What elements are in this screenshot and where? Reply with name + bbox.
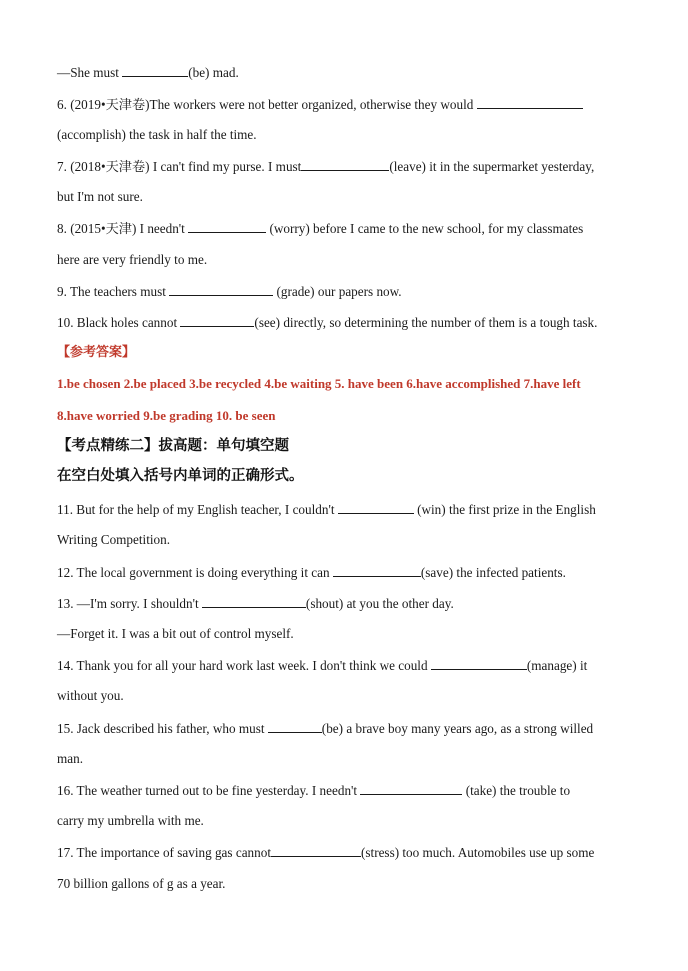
answer-blank[interactable]	[180, 313, 254, 327]
question-15-cont: man.	[57, 751, 84, 766]
question-7-cont: but I'm not sure.	[57, 189, 143, 204]
question-7: 7. (2018•天津卷) I can't find my purse. I must (leave) it in the supermarket yesterday,	[57, 159, 595, 174]
question-10: 10. Black holes cannot (see) directly, so determining the number of them is a tough task.	[57, 315, 598, 330]
question-16-cont: carry my umbrella with me.	[57, 813, 204, 828]
answer-blank[interactable]	[431, 656, 527, 670]
question-13-cont: —Forget it. I was a bit out of control myself.	[57, 626, 294, 641]
answer-blank[interactable]	[188, 219, 266, 233]
answer-key-label: 【参考答案】	[57, 345, 136, 360]
answer-blank[interactable]	[268, 719, 322, 733]
answer-blank[interactable]	[271, 843, 361, 857]
answer-blank[interactable]	[301, 157, 389, 171]
answer-blank[interactable]	[202, 594, 306, 608]
question-17-cont: 70 billion gallons of g as a year.	[57, 876, 226, 891]
question-11-cont: Writing Competition.	[57, 532, 171, 547]
answer-blank[interactable]	[477, 95, 583, 109]
question-13: 13. —I'm sorry. I shouldn't (shout) at you the other day.	[57, 596, 454, 611]
answer-key-line-2: 8.have worried 9.be grading 10. be seen	[57, 408, 276, 423]
question-6: 6. (2019•天津卷)The workers were not better organized, otherwise they would	[57, 95, 637, 114]
question-11: 11. But for the help of my English teacher, I couldn't (win) the first prize in the English	[57, 502, 596, 517]
answer-blank[interactable]	[169, 282, 273, 296]
question-17: 17. The importance of saving gas cannot (stress) too much. Automobiles use up some	[57, 845, 595, 860]
question-6-cont: (accomplish) the task in half the time.	[57, 127, 257, 142]
question-14-cont: without you.	[57, 688, 124, 703]
answer-blank[interactable]	[333, 563, 421, 577]
section-instruction: 在空白处填入括号内单词的正确形式。	[57, 468, 304, 484]
answer-blank[interactable]	[360, 781, 462, 795]
question-14: 14. Thank you for all your hard work last week. I don't think we could (manage) it	[57, 658, 588, 673]
question-15: 15. Jack described his father, who must (be) a brave boy many years ago, as a strong willed	[57, 721, 594, 736]
question-16: 16. The weather turned out to be fine yesterday. I needn't (take) the trouble to	[57, 783, 571, 798]
answer-blank[interactable]	[122, 63, 188, 77]
question-9: 9. The teachers must (grade) our papers now.	[57, 284, 402, 299]
section-heading: 【考点精练二】拔高题：单句填空题	[57, 438, 289, 454]
line-l1: —She must (be) mad.	[57, 65, 239, 80]
answer-blank[interactable]	[338, 500, 414, 514]
question-8-cont: here are very friendly to me.	[57, 252, 208, 267]
question-8: 8. (2015•天津) I needn't (worry) before I came to the new school, for my classmates	[57, 221, 584, 236]
question-12: 12. The local government is doing everything it can (save) the infected patients.	[57, 565, 566, 580]
answer-key-line-1: 1.be chosen 2.be placed 3.be recycled 4.be waiting 5. have been 6.have accomplished 7.have left	[57, 376, 581, 391]
